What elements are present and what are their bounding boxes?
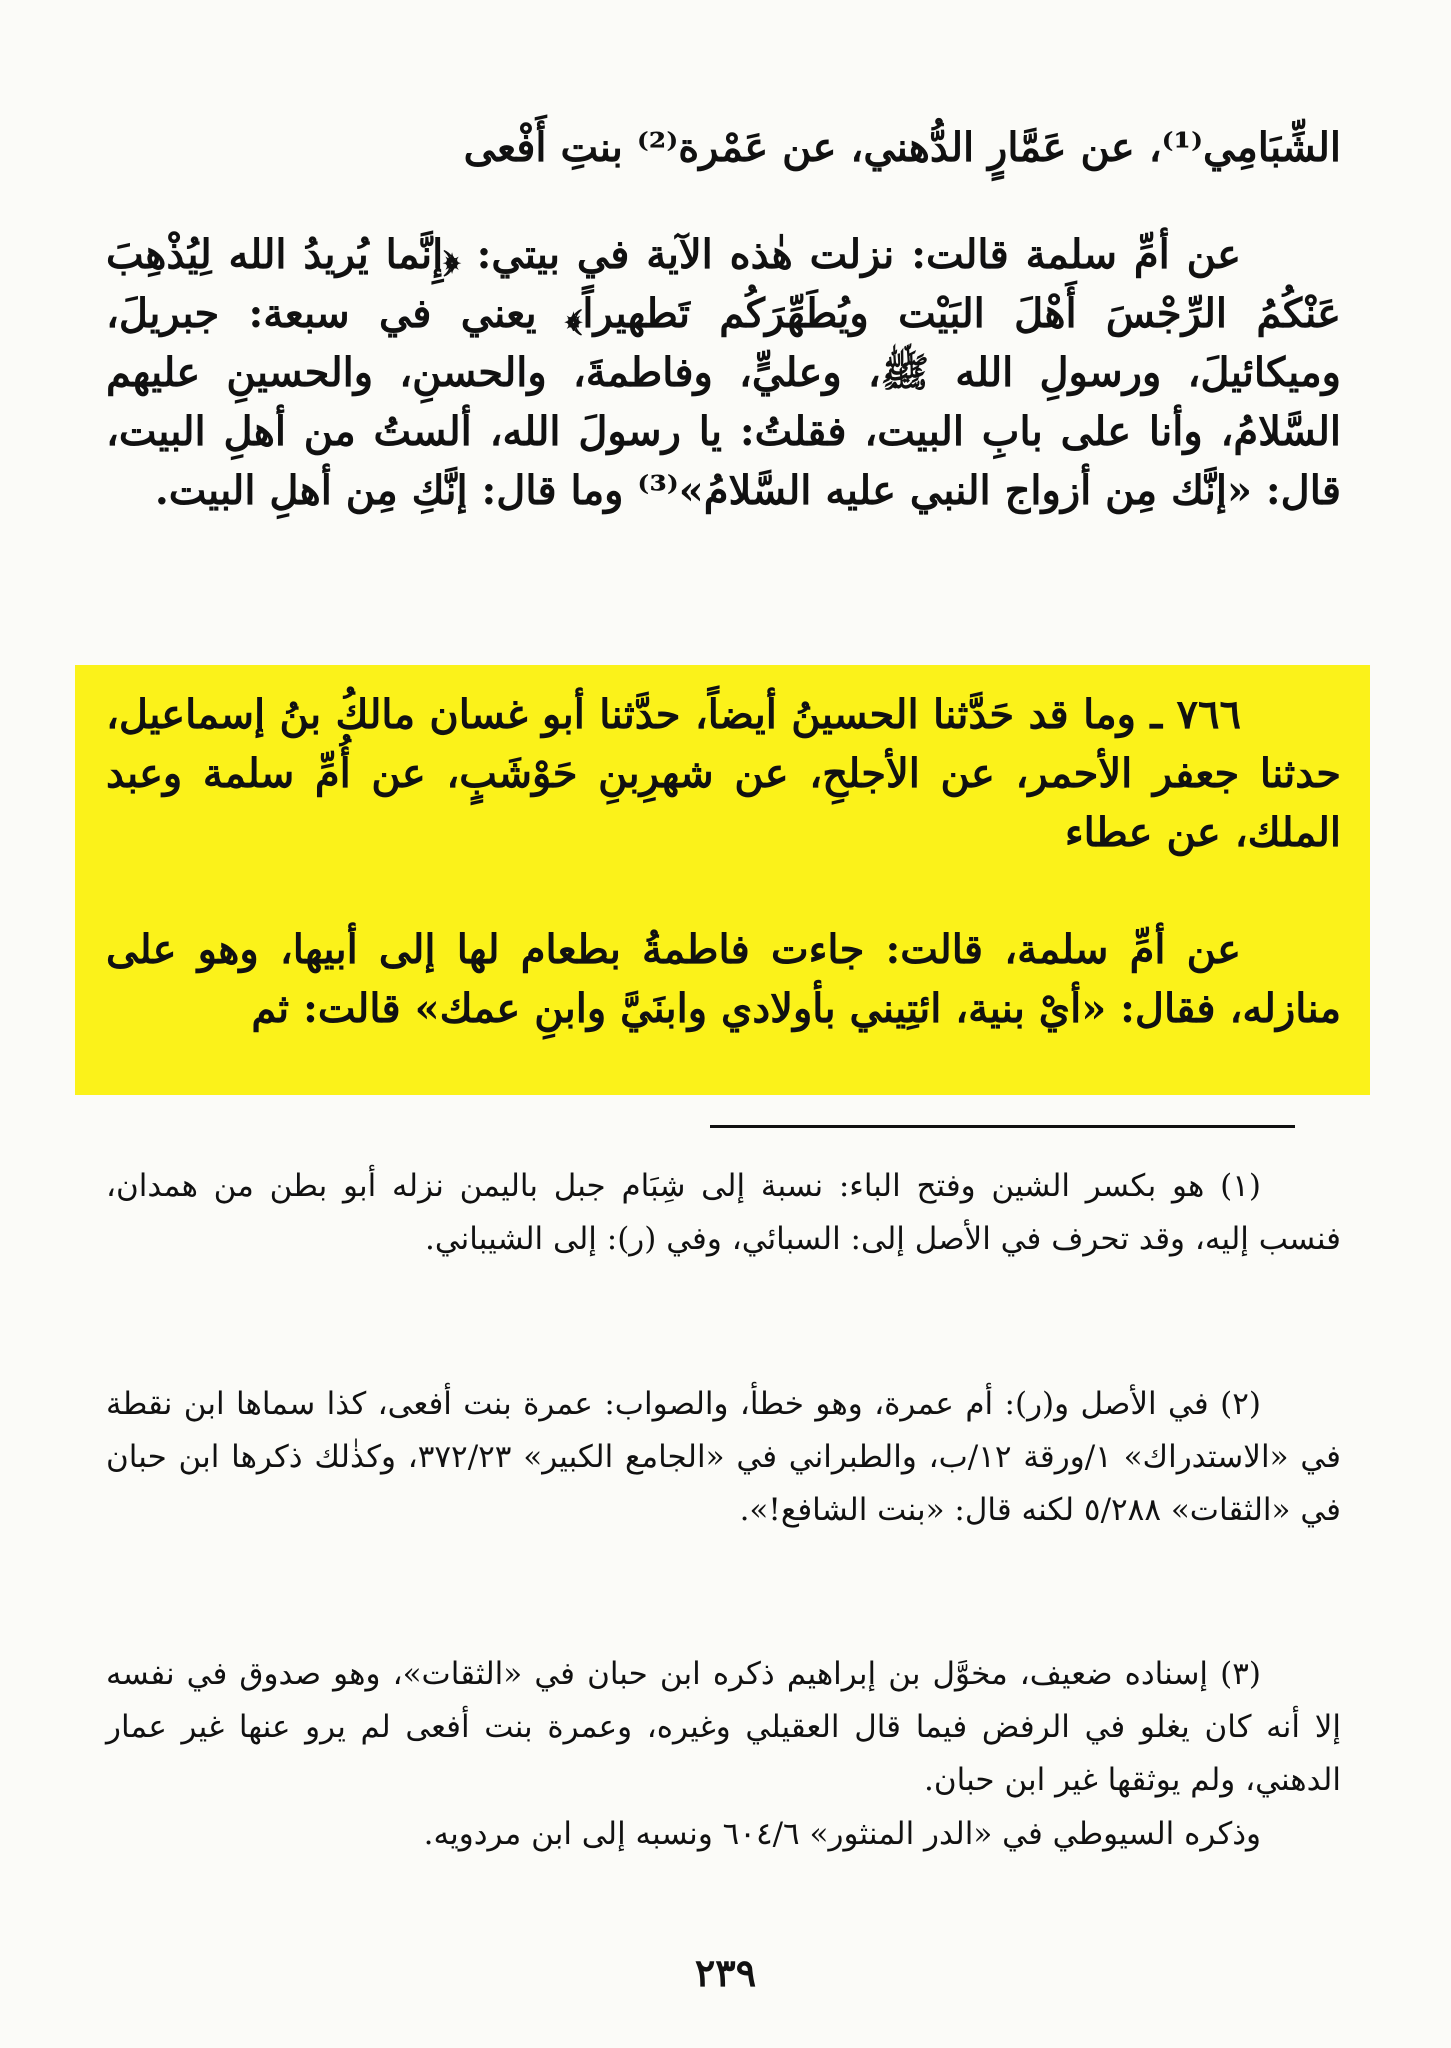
page-number: ٢٣٩ [694, 1950, 757, 1995]
paragraph-3-highlighted: ٧٦٦ ـ وما قد حَدَّثنا الحسينُ أيضاً، حدَّثنا أبو غسان مالكُ بنُ إسماعيل، حدثنا جعفر الأحمر، عن الأجلحِ، عن شهرِبنِ حَوْشَبٍ، عن أُمِّ سلمة وعبد الملك، عن عطاء [106, 691, 1341, 856]
paragraph-4-highlighted: عن أمِّ سلمة، قالت: جاءت فاطمةُ بطعام لها إلى أبيها، وهو على منازله، فقال: «أيْ بنية، ائتِيني بأولادي وابنَيَّ وابنِ عمك» قالت: ثم [106, 926, 1341, 1032]
paragraph-2: عن أمِّ سلمة قالت: نزلت هٰذه الآية في بيتي: ﴿إِنَّما يُريدُ الله لِيُذْهِبَ عَنْكُمُ الرِّجْسَ أَهْلَ البَيْت ويُطَهِّرَكُم تَطهيراً﴾ يعني في سبعة: جبريلَ، وميكائيلَ، ورسولِ الله ﷺ، وعليٍّ، وفاطمةَ، والحسنِ، والحسينِ عليهم السَّلامُ، وأنا على بابِ البيت، فقلتُ: يا رسولَ الله، ألستُ من أهلِ البيت، قال: «إنَّك مِن أزواج النبي عليه السَّلامُ»⁽³⁾ وما قال: إنَّكِ مِن أهلِ البيت. [106, 231, 1341, 514]
footnote-4: وذكره السيوطي في «الدر المنثور» ٦٠٤/٦ ونسبه إلى ابن مردويه. [423, 1816, 1261, 1852]
footnote-1: (١) هو بكسر الشين وفتح الباء: نسبة إلى شِبَام جبل باليمن نزله أبو بطن من همدان، فنسب إليه، وقد تحرف في الأصل إلى: السبائي، وفي (ر): إلى الشيباني. [106, 1168, 1341, 1257]
footnote-2: (٢) في الأصل و(ر): أم عمرة، وهو خطأ، والصواب: عمرة بنت أفعى، كذا سماها ابن نقطة في «الاستدراك» ١/ورقة ١٢/ب، والطبراني في «الجامع الكبير» ٣٧٢/٢٣، وكذٰلك ذكرها ابن حبان في «الثقات» ٥/٢٨٨ لكنه قال: «بنت الشافع!». [106, 1386, 1341, 1528]
paragraph-1: الشِّبَامِي⁽¹⁾، عن عَمَّارٍ الدُّهني، عن عَمْرة⁽²⁾ بنتِ أَفْعى [463, 124, 1341, 171]
footnote-separator [710, 1125, 1295, 1128]
footnote-3: (٣) إسناده ضعيف، مخوَّل بن إبراهيم ذكره ابن حبان في «الثقات»، وهو صدوق في نفسه إلا أنه كان يغلو في الرفض فيما قال العقيلي وغيره، وعمرة بنت أفعى لم يرو عنها غير عمار الدهني، ولم يوثقها غير ابن حبان. [106, 1656, 1341, 1798]
